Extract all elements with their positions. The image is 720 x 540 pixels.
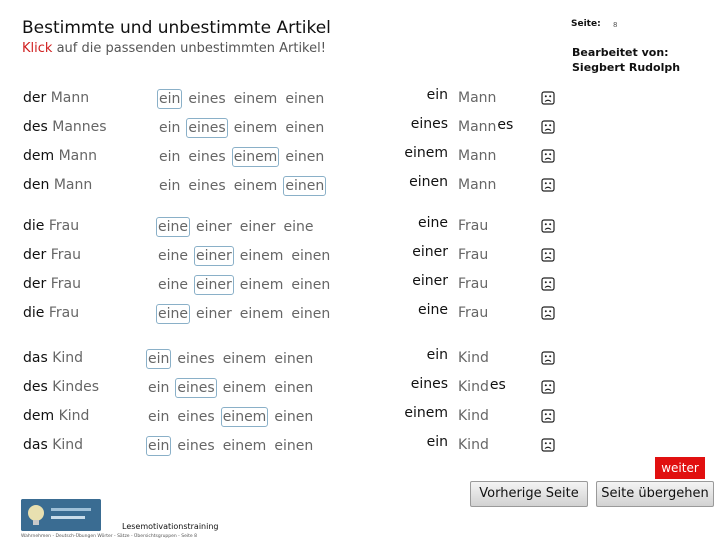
- author-credit-label: Bearbeitet von:: [572, 46, 669, 59]
- sad-face-icon: [541, 350, 555, 364]
- article-option[interactable]: ein: [159, 120, 181, 136]
- article-option[interactable]: eines: [177, 351, 215, 367]
- article-option[interactable]: einen: [291, 277, 331, 293]
- article-option[interactable]: eines: [188, 178, 226, 194]
- previous-page-button[interactable]: Vorherige Seite: [470, 481, 588, 507]
- noun-word: Mannes: [52, 119, 107, 135]
- noun-word: Kind: [58, 408, 90, 424]
- article-options: [147, 437, 320, 455]
- answer-noun: Frau: [458, 218, 489, 234]
- article-option[interactable]: eines: [188, 120, 226, 136]
- article-option[interactable]: eine: [283, 219, 314, 235]
- article-options: [147, 379, 320, 397]
- article-option[interactable]: ein: [148, 409, 170, 425]
- article-option[interactable]: einem: [222, 438, 267, 454]
- article-options: [158, 177, 331, 195]
- definite-article: des: [23, 379, 48, 395]
- article-options: [147, 408, 320, 426]
- article-option[interactable]: eines: [177, 438, 215, 454]
- noun-word: Frau: [50, 276, 81, 292]
- answer-noun: Frau: [458, 247, 489, 263]
- answer-noun-phrase: [458, 119, 513, 135]
- article-option[interactable]: einer: [239, 219, 276, 235]
- answer-article: eines: [410, 116, 448, 132]
- weiter-button[interactable]: weiter: [655, 457, 705, 479]
- answer-article: einer: [412, 273, 448, 289]
- article-option[interactable]: einem: [222, 351, 267, 367]
- article-option[interactable]: eines: [188, 149, 226, 165]
- instruction-text: auf die passenden unbestimmten Artikel!: [52, 41, 326, 56]
- article-option[interactable]: einen: [285, 149, 325, 165]
- instruction: [22, 41, 326, 56]
- noun-word: Mann: [53, 177, 93, 193]
- article-option[interactable]: einer: [196, 219, 232, 235]
- lightbulb-logo-icon: [21, 499, 101, 531]
- definite-article: die: [23, 218, 45, 234]
- answer-noun-phrase: [458, 148, 496, 164]
- sad-face-icon: [541, 148, 555, 162]
- noun-word: Frau: [48, 305, 80, 321]
- skip-page-button[interactable]: Seite übergehen: [596, 481, 714, 507]
- noun-word: Kind: [52, 350, 84, 366]
- footer-title: Lesemotivationstraining: [122, 522, 219, 531]
- noun-phrase: [23, 218, 79, 234]
- article-options: [158, 90, 331, 108]
- noun-phrase: [23, 276, 81, 292]
- article-option[interactable]: einen: [285, 178, 325, 194]
- answer-article: ein: [426, 87, 448, 103]
- answer-article: einer: [412, 244, 448, 260]
- noun-word: Mann: [58, 148, 97, 164]
- article-option[interactable]: einer: [196, 248, 232, 264]
- article-option[interactable]: einen: [285, 91, 325, 107]
- article-option[interactable]: einem: [222, 380, 267, 396]
- footer-subtitle: Wahrnehmen - Deutsch-Übungen Wörter - Sätze - Übersichtsgruppen - Seite 8: [21, 534, 197, 539]
- answer-article: eine: [418, 302, 448, 318]
- exercise-row: [0, 215, 720, 241]
- answer-noun: Frau: [458, 276, 489, 292]
- sad-face-icon: [541, 119, 555, 133]
- article-option[interactable]: ein: [148, 380, 170, 396]
- answer-noun: Kind: [458, 408, 489, 424]
- answer-noun-phrase: [458, 177, 496, 193]
- answer-article: eines: [410, 376, 448, 392]
- sad-face-icon: [541, 276, 555, 290]
- article-option[interactable]: einem: [239, 277, 284, 293]
- article-option[interactable]: eine: [158, 306, 188, 322]
- exercise-row: [0, 302, 720, 328]
- exercise-row: [0, 434, 720, 460]
- answer-article: einen: [409, 174, 448, 190]
- definite-article: der: [23, 90, 47, 106]
- definite-article: dem: [23, 408, 55, 424]
- noun-phrase: [23, 437, 83, 453]
- noun-word: Frau: [48, 218, 80, 234]
- noun-phrase: [23, 148, 97, 164]
- article-option[interactable]: einen: [274, 351, 314, 367]
- answer-noun-phrase: [458, 90, 496, 106]
- article-options: [157, 247, 337, 265]
- definite-article: der: [23, 247, 47, 263]
- answer-article: einem: [404, 405, 448, 421]
- answer-noun-phrase: [458, 408, 489, 424]
- page-title: Bestimmte und unbestimmte Artikel: [22, 18, 331, 38]
- sad-face-icon: [541, 90, 555, 104]
- article-option[interactable]: einer: [196, 277, 232, 293]
- article-option[interactable]: eine: [158, 219, 188, 235]
- noun-phrase: [23, 90, 89, 106]
- article-option[interactable]: einen: [291, 306, 331, 322]
- definite-article: des: [23, 119, 48, 135]
- answer-noun: Mann: [458, 90, 497, 106]
- answer-noun-phrase: [458, 218, 488, 234]
- answer-noun: Kind: [458, 350, 489, 366]
- instruction-keyword: Klick: [22, 41, 53, 56]
- author-credit: [572, 45, 680, 75]
- answer-article: eine: [418, 215, 448, 231]
- article-option[interactable]: ein: [148, 351, 170, 367]
- noun-phrase: [23, 350, 83, 366]
- article-option[interactable]: einem: [233, 178, 278, 194]
- article-option[interactable]: einen: [285, 120, 325, 136]
- article-option[interactable]: einen: [274, 409, 314, 425]
- article-options: [158, 119, 331, 137]
- sad-face-icon: [541, 437, 555, 451]
- article-option[interactable]: einem: [239, 248, 284, 264]
- article-option[interactable]: einem: [239, 306, 284, 322]
- exercise-row: [0, 405, 720, 431]
- noun-word: Kind: [52, 437, 84, 453]
- article-options: [158, 148, 331, 166]
- article-option[interactable]: einem: [233, 149, 278, 165]
- article-option[interactable]: eine: [158, 248, 188, 264]
- noun-phrase: [23, 408, 89, 424]
- answer-noun-phrase: [458, 247, 488, 263]
- article-option[interactable]: eines: [177, 409, 215, 425]
- article-option[interactable]: einem: [233, 91, 278, 107]
- answer-noun: Mann: [458, 119, 497, 135]
- article-option[interactable]: einen: [274, 380, 314, 396]
- definite-article: den: [23, 177, 50, 193]
- exercise-row: [0, 244, 720, 270]
- article-option[interactable]: eines: [188, 91, 226, 107]
- article-option[interactable]: ein: [159, 149, 181, 165]
- answer-noun-phrase: [458, 305, 488, 321]
- noun-word: Kindes: [52, 379, 99, 395]
- exercise-row: [0, 145, 720, 171]
- noun-phrase: [23, 119, 107, 135]
- answer-noun-phrase: [458, 437, 489, 453]
- article-option[interactable]: ein: [159, 178, 181, 194]
- article-options: [157, 305, 337, 323]
- sad-face-icon: [541, 177, 555, 191]
- sad-face-icon: [541, 379, 555, 393]
- answer-article: ein: [426, 347, 448, 363]
- article-option[interactable]: eines: [177, 380, 215, 396]
- answer-suffix: es: [497, 117, 514, 133]
- sad-face-icon: [541, 247, 555, 261]
- sad-face-icon: [541, 408, 555, 422]
- answer-noun: Kind: [458, 379, 489, 395]
- answer-noun: Mann: [458, 177, 497, 193]
- answer-noun-phrase: [458, 379, 506, 395]
- answer-article: einem: [404, 145, 448, 161]
- noun-word: Mann: [50, 90, 90, 106]
- answer-noun-phrase: [458, 350, 489, 366]
- exercise-row: [0, 273, 720, 299]
- article-option[interactable]: einem: [222, 409, 267, 425]
- exercise-row: [0, 116, 720, 142]
- author-name: Siegbert Rudolph: [572, 61, 681, 74]
- exercise-row: [0, 87, 720, 113]
- sad-face-icon: [541, 305, 555, 319]
- page-number-label: Seite:: [571, 19, 601, 29]
- noun-phrase: [23, 177, 92, 193]
- definite-article: das: [23, 350, 48, 366]
- article-option[interactable]: einen: [274, 438, 314, 454]
- answer-suffix: es: [489, 377, 506, 393]
- noun-word: Frau: [50, 247, 81, 263]
- exercise-row: [0, 174, 720, 200]
- answer-noun: Frau: [458, 305, 489, 321]
- definite-article: dem: [23, 148, 55, 164]
- article-option[interactable]: ein: [159, 91, 181, 107]
- answer-noun: Mann: [458, 148, 497, 164]
- definite-article: der: [23, 276, 47, 292]
- sad-face-icon: [541, 218, 555, 232]
- noun-phrase: [23, 247, 81, 263]
- article-option[interactable]: einem: [233, 120, 278, 136]
- article-options: [157, 218, 321, 236]
- article-option[interactable]: einer: [196, 306, 232, 322]
- exercise-row: [0, 376, 720, 402]
- article-option[interactable]: ein: [148, 438, 170, 454]
- answer-article: ein: [426, 434, 448, 450]
- answer-noun: Kind: [458, 437, 489, 453]
- page-number: 8: [613, 21, 618, 29]
- noun-phrase: [23, 305, 79, 321]
- noun-phrase: [23, 379, 99, 395]
- article-option[interactable]: einen: [291, 248, 331, 264]
- definite-article: die: [23, 305, 45, 321]
- article-options: [157, 276, 337, 294]
- article-option[interactable]: eine: [158, 277, 188, 293]
- answer-noun-phrase: [458, 276, 488, 292]
- definite-article: das: [23, 437, 48, 453]
- exercise-row: [0, 347, 720, 373]
- article-options: [147, 350, 320, 368]
